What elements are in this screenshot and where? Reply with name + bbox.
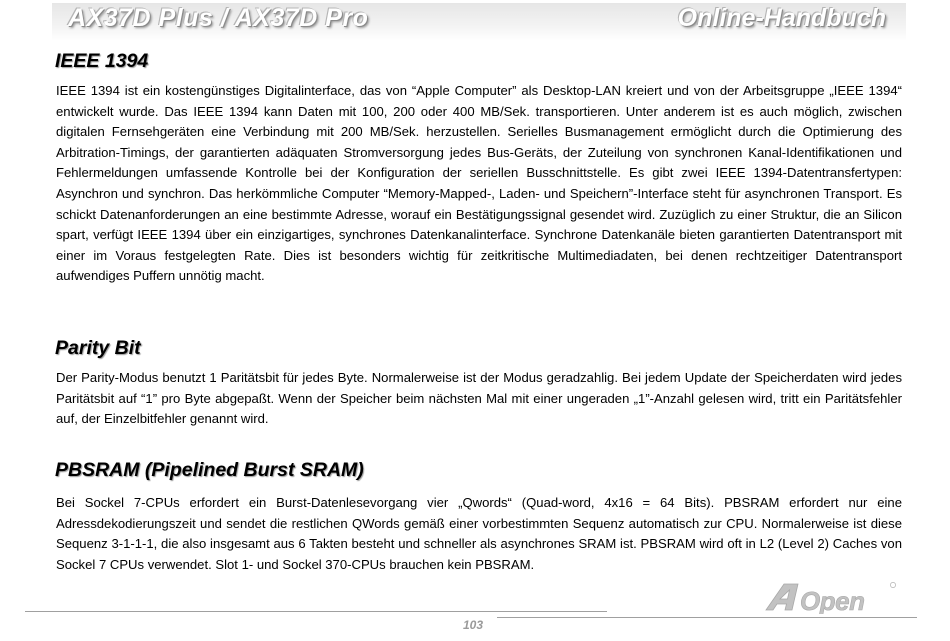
section-body-ieee-1394: IEEE 1394 ist ein kostengünstiges Digitalinterface, das von “Apple Computer” als Desktop-LAN kreiert und von der Arbeitsgruppe „IEEE 1394“ entwickelt wurde. Das IEEE 1394 kann Daten mit 100, 200 oder 400 MB/Sek. transportieren. Unter anderem ist es auch möglich, zwischen digitalen Fernsehgeräten eine Verbindung mit 200 MB/Sek. herzustellen. Serielles Busmanagement ermöglicht durch die Optimierung des Arbitration-Timings, der garantierten adäquaten Stromversorgung jedes Bus-Geräts, der Zuteilung von synchronen Kanal-Identifikationen und Fehlermeldungen umfassende Kontrolle bei der Konfiguration der seriellen Busschnittstelle. Es gibt zwei IEEE 1394-Datentransfertypen: Asynchron und synchron. Das herkömmliche Computer “Memory-Mapped-, Laden- und Speichern”-Interface steht für asynchronen Transport. Es schickt Datenanforderungen an eine bestimmte Adresse, worauf ein Bestätigungssignal gesendet wird. Zuzüglich zu einer Struktur, die an Silicon spart, verfügt IEEE 1394 über ein einzigartiges, synchrones Datenkanalinterface. Synchrone Datenkanäle bieten garantierten Datentransport mit einer im Voraus festgelegten Rate. Dies ist besonders wichtig für zeitkritische Multimediadaten, bei denen rechtzeitiger Datentransport aufwendiges Puffern unnötig macht. [56, 83, 902, 284]
page-number: 103 [463, 618, 484, 632]
section-body-parity-bit: Der Parity-Modus benutzt 1 Paritätsbit für jedes Byte. Normalerweise ist der Modus geradzahlig. Bei jedem Update der Speicherdaten wird jedes Paritätsbit auf “1” pro Byte abgepaßt. Wenn der Speicher beim nächsten Mal mit einer ungeraden „1”-Anzahl gelesen wird, tritt ein Paritätsfehler auf, der Einzelbitfehler genannt wird. [56, 370, 902, 427]
page-header [0, 0, 950, 44]
section-title-ieee-1394: IEEE 1394 [55, 50, 149, 72]
aopen-logo [762, 580, 902, 614]
section-title-pbsram: PBSRAM (Pipelined Burst SRAM) [55, 459, 364, 481]
section-body-pbsram: Bei Sockel 7-CPUs erfordert ein Burst-Datenlesevorgang vier „Qwords“ (Quad-word, 4x16 = 64 Bits). PBSRAM erfordert nur eine Adressdekodierungszeit und sendet die restlichen QWords gemäß einer vorbestimmten Sequenz automatisch zur CPU. Normalerweise ist diese Sequenz 3-1-1-1, die also insgesamt aus 6 Takten besteht und schneller als asynchrones SRAM ist. PBSRAM wird oft in L2 (Level 2) Caches von Sockel 7 CPUs verwendet. Slot 1- und Sockel 370-CPUs brauchen kein PBSRAM. [56, 495, 902, 572]
footer-divider-left [25, 611, 607, 612]
footer-divider-right [497, 617, 917, 618]
aopen-logo-text: Open [800, 586, 865, 614]
manual-type-title: Online-Handbuch [677, 4, 886, 32]
manual-model-title: AX37D Plus / AX37D Pro [68, 4, 369, 32]
section-title-parity-bit: Parity Bit [55, 337, 141, 359]
